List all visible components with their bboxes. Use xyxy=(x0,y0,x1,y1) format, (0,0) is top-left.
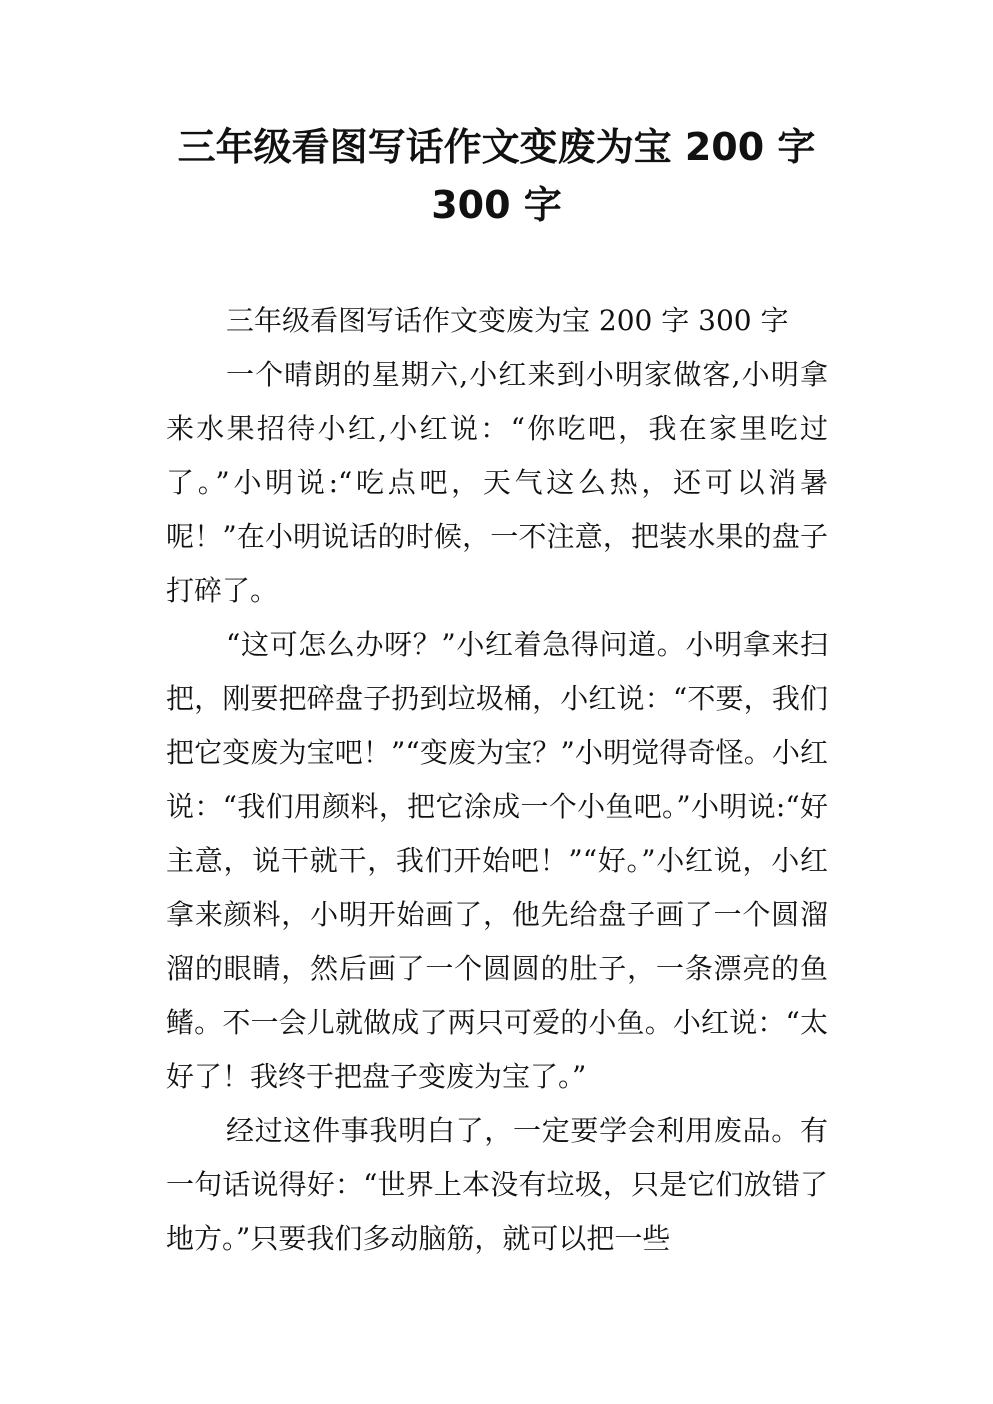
document-subtitle: 三年级看图写话作文变废为宝 200 字 300 字 xyxy=(226,304,789,337)
title-line-1: 三年级看图写话作文变废为宝 200 字 xyxy=(177,125,816,169)
title-line-2: 300 字 xyxy=(431,183,562,227)
document-title xyxy=(120,118,873,234)
paragraph: 经过这件事我明白了，一定要学会利用废品。有一句话说得好：“世界上本没有垃圾，只是它们放错了地方。”只要我们多动脑筋，就可以把一些 xyxy=(166,1114,828,1255)
document-body xyxy=(166,294,828,1266)
paragraph: “这可怎么办呀？”小红着急得问道。小明拿来扫把，刚要把碎盘子扔到垃圾桶，小红说：“不要，我们把它变废为宝吧！”“变废为宝？”小明觉得奇怪。小红说：“我们用颜料，把它涂成一个小鱼吧。”小明说:“好主意，说干就干，我们开始吧！”“好。”小红说，小红拿来颜料，小明开始画了，他先给盘子画了一个圆溜溜的眼睛，然后画了一个圆圆的肚子，一条漂亮的鱼鳍。不一会儿就做成了两只可爱的小鱼。小红说：“太好了！我终于把盘子变废为宝了。” xyxy=(166,628,828,1093)
paragraph: 一个晴朗的星期六,小红来到小明家做客,小明拿来水果招待小红,小红说：“你吃吧，我在家里吃过了。”小明说:“吃点吧，天气这么热，还可以消暑呢！”在小明说话的时候，一不注意，把装水果的盘子打碎了。 xyxy=(166,358,828,607)
